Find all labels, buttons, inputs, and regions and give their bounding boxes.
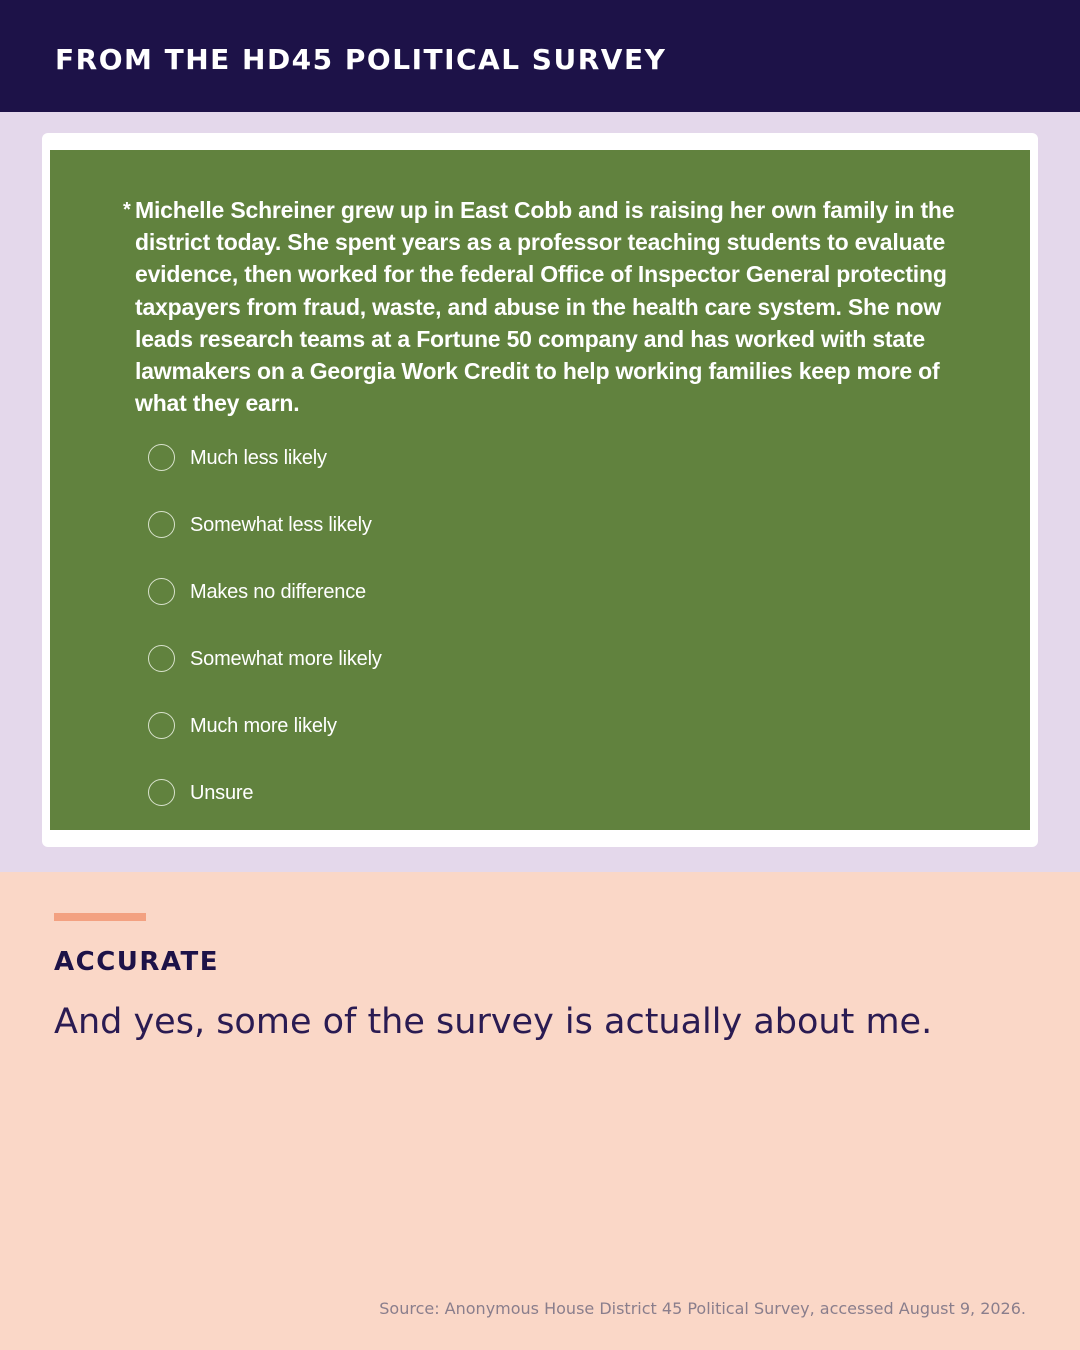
radio-button[interactable] [148, 511, 175, 538]
option-much-less-likely[interactable] [148, 443, 748, 510]
option-makes-no-difference[interactable] [148, 577, 748, 644]
survey-screenshot-frame [42, 133, 1038, 847]
header-title: FROM THE HD45 POLITICAL SURVEY [55, 43, 667, 76]
header-bar [0, 0, 1080, 112]
option-somewhat-less-likely[interactable] [148, 510, 748, 577]
option-somewhat-more-likely[interactable] [148, 644, 748, 711]
radio-button[interactable] [148, 444, 175, 471]
option-label: Much more likely [190, 715, 337, 737]
option-unsure[interactable] [148, 778, 748, 845]
survey-screenshot-band [0, 112, 1080, 872]
radio-button[interactable] [148, 578, 175, 605]
radio-button[interactable] [148, 779, 175, 806]
option-label: Somewhat less likely [190, 514, 372, 536]
accent-divider [54, 913, 146, 921]
option-much-more-likely[interactable] [148, 711, 748, 778]
verdict-label: ACCURATE [54, 947, 220, 977]
option-label: Unsure [190, 782, 254, 804]
option-label: Much less likely [190, 447, 327, 469]
required-marker: * [123, 199, 131, 221]
radio-button[interactable] [148, 712, 175, 739]
verdict-comment: And yes, some of the survey is actually about me. [54, 1002, 933, 1042]
survey-question [123, 194, 965, 419]
radio-button[interactable] [148, 645, 175, 672]
survey-question-text: Michelle Schreiner grew up in East Cobb and is raising her own family in the district today. She spent years as a professor teaching students to evaluate evidence, then worked for the federal Office of Inspector General protecting taxpayers from fraud, waste, and abuse in the health care system. She now leads research teams at a Fortune 50 company and has worked with state lawmakers on a Georgia Work Credit to help working families keep more of what they earn. [135, 197, 955, 417]
source-citation: Source: Anonymous House District 45 Political Survey, accessed August 9, 2026. [379, 1299, 1026, 1318]
answer-options [148, 443, 748, 845]
option-label: Somewhat more likely [190, 648, 382, 670]
survey-question-panel [50, 150, 1030, 830]
option-label: Makes no difference [190, 581, 366, 603]
